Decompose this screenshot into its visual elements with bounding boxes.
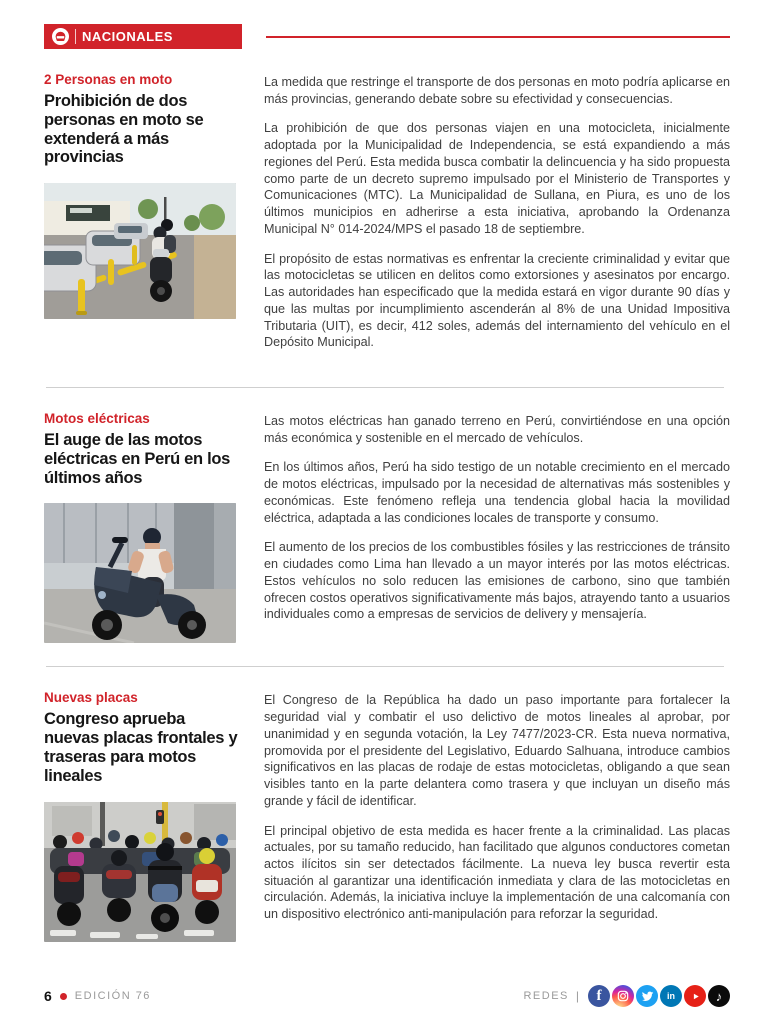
article-2-kicker: Motos eléctricas bbox=[44, 411, 150, 427]
page-footer bbox=[44, 985, 730, 1007]
article-1-kicker: 2 Personas en moto bbox=[44, 72, 173, 87]
paragraph: Las motos eléctricas han ganado terreno en Perú, convirtiéndose en una opción más económica y sostenible en el mercado de vehículos. bbox=[264, 414, 730, 445]
section-divider bbox=[46, 666, 724, 667]
instagram-icon[interactable] bbox=[612, 985, 634, 1007]
page-header bbox=[44, 24, 730, 49]
article-1-body bbox=[264, 72, 730, 364]
edition-label: EDICIÓN 76 bbox=[74, 990, 151, 1002]
article-2-body bbox=[264, 411, 730, 643]
social-icons bbox=[586, 985, 730, 1007]
paragraph: En los últimos años, Perú ha sido testigo de un notable crecimiento en el mercado de motos eléctricas, impulsado por la necesidad de alternativas más sostenibles y económicas. Este fenómeno refleja una tendencia global hacia la movilidad eléctrica, adaptada a las condiciones locales de transporte y consumo. bbox=[264, 460, 730, 525]
article-3-headline: Congreso aprueba nuevas placas frontales y traseras para motos lineales bbox=[44, 710, 238, 785]
section-divider bbox=[46, 387, 724, 388]
red-dot-icon bbox=[60, 993, 67, 1000]
tiktok-icon[interactable]: ♪ bbox=[708, 985, 730, 1007]
redes-separator: | bbox=[575, 989, 579, 1003]
paragraph: El propósito de estas normativas es enfrentar la creciente criminalidad y evitar que las motocicletas se utilicen en delitos como extorsiones y asesinatos por encargo. Las autoridades han especificado que la medida estará en vigor durante 90 días y que las multas por incumplimiento ascenderán al 8% de una Unidad Impositiva Tributaria (UIT), es decir, 412 soles, además del internamiento del vehículo en el Depósito Municipal. bbox=[264, 251, 730, 350]
motorcycle-crowd-photo bbox=[44, 802, 236, 942]
paragraph: El principal objetivo de esta medida es hacer frente a la criminalidad. Las placas actuales, por su tamaño reducido, han facilitado que algunos conductores cometan actos ilícitos sin ser detectados fácilmente. La nueva ley busca revertir esta situación al garantizar una identificación inmediata y clara de las motocicletas en circulación. Además, la iniciativa incluye la implementación de una calcomanía con un dispositivo electrónico anti-manipulación para reforzar la seguridad. bbox=[264, 823, 730, 922]
paragraph: El Congreso de la República ha dado un paso importante para fortalecer la seguridad vial y combatir el uso delictivo de motos lineales al aprobar, por unanimidad y en segunda votación, la Ley 7477/2023-CR. Esta nueva normativa, promovida por el presidente del Legislativo, Eduardo Salhuana, introduce cambios significativos en las placas de rodaje de estas motocicletas, obligando a que sean visibles tanto en la parte delantera como trasera y que incluyan un diseño más grande y fácil de identificar. bbox=[264, 693, 730, 808]
article-1 bbox=[44, 72, 730, 364]
article-1-headline: Prohibición de dos personas en moto se extenderá a más provincias bbox=[44, 92, 204, 167]
article-2-headline: El auge de las motos eléctricas en Perú en los últimos años bbox=[44, 431, 231, 487]
paragraph: La medida que restringe el transporte de dos personas en moto podría aplicarse en más provincias, generando debate sobre su efectividad y consecuencias. bbox=[264, 75, 730, 106]
article-3-kicker: Nuevas placas bbox=[44, 690, 138, 706]
electric-scooter-rider-photo bbox=[44, 503, 236, 643]
badge-divider bbox=[75, 29, 76, 44]
page-number: 6 bbox=[44, 988, 52, 1004]
facebook-icon[interactable]: f bbox=[588, 985, 610, 1007]
article-3 bbox=[44, 690, 730, 941]
helmet-icon bbox=[52, 28, 69, 45]
article-3-body bbox=[264, 690, 730, 941]
section-title: NACIONALES bbox=[82, 29, 173, 44]
street-traffic-motorcycle-photo bbox=[44, 183, 236, 319]
redes-label: REDES bbox=[523, 990, 569, 1002]
section-badge bbox=[44, 24, 242, 49]
article-2 bbox=[44, 411, 730, 643]
twitter-icon[interactable] bbox=[636, 985, 658, 1007]
paragraph: El aumento de los precios de los combustibles fósiles y las restricciones de tránsito en ciudades como Lima han llevado a un mayor interés por las motos eléctricas. Estos vehículos no solo reducen las emisiones de carbono, sino que también ofrecen costos operativos significativamente más bajos, atrayendo tanto a usuarios individuales como a empresas de servicios de delivery y mensajería. bbox=[264, 540, 730, 622]
linkedin-icon[interactable]: in bbox=[660, 985, 682, 1007]
paragraph: La prohibición de que dos personas viajen en una motocicleta, inicialmente adoptada por la Municipalidad de Independencia, se está expandiendo a más regiones del Perú. Esta medida busca combatir la delincuencia y ha sido propuesta como parte de un decreto supremo impulsado por el Ministerio de Transportes y Comunicaciones (MTC). La Municipalidad de Sullana, en Piura, es uno de los últimos municipios en adherirse a esta iniciativa, aprobando la Ordenanza Municipal N° 014-2024/MPS el pasado 18 de septiembre. bbox=[264, 121, 730, 236]
header-rule bbox=[266, 36, 730, 38]
youtube-icon[interactable] bbox=[684, 985, 706, 1007]
